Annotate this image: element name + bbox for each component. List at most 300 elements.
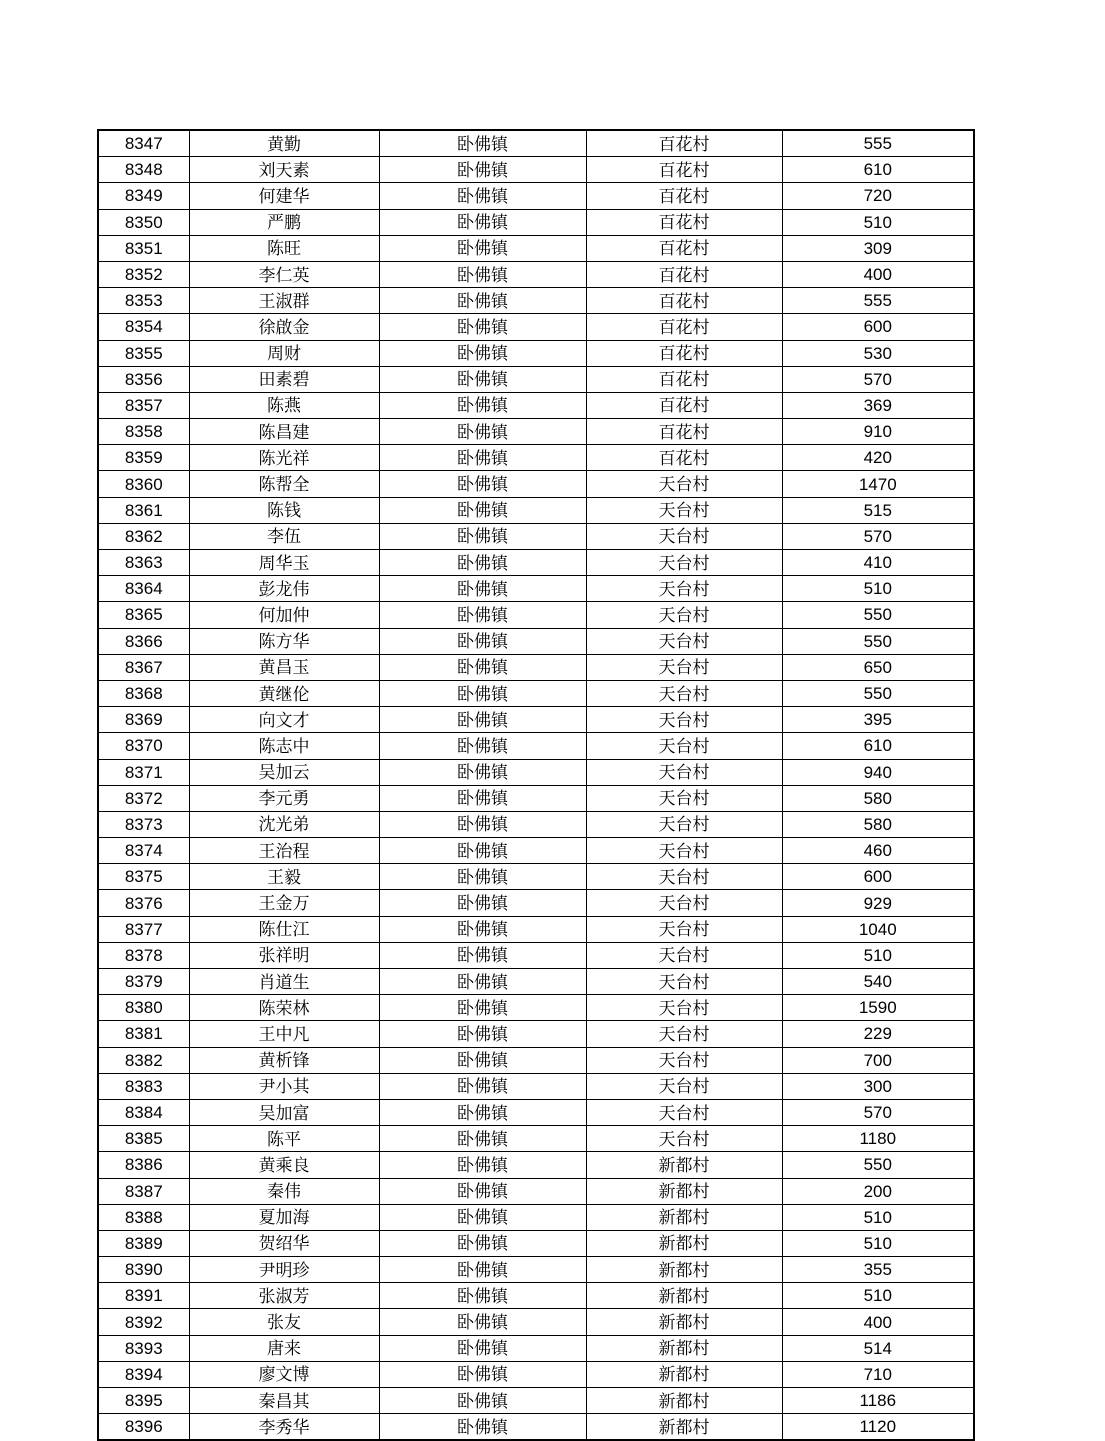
name-cell: 王治程 [189, 838, 379, 864]
amount-cell: 570 [782, 1099, 974, 1125]
name-cell: 陈钱 [189, 497, 379, 523]
table-row [98, 157, 974, 183]
village-cell: 天台村 [586, 523, 782, 549]
town-cell: 卧佛镇 [379, 942, 586, 968]
town-cell: 卧佛镇 [379, 340, 586, 366]
town-cell: 卧佛镇 [379, 1126, 586, 1152]
row-number-cell: 8375 [98, 864, 189, 890]
name-cell: 李元勇 [189, 785, 379, 811]
row-number-cell: 8389 [98, 1230, 189, 1256]
village-cell: 百花村 [586, 392, 782, 418]
table-row [98, 235, 974, 261]
name-cell: 黄乘良 [189, 1152, 379, 1178]
data-table [97, 129, 975, 1441]
amount-cell: 229 [782, 1021, 974, 1047]
amount-cell: 1180 [782, 1126, 974, 1152]
town-cell: 卧佛镇 [379, 864, 586, 890]
amount-cell: 510 [782, 1283, 974, 1309]
town-cell: 卧佛镇 [379, 366, 586, 392]
amount-cell: 355 [782, 1257, 974, 1283]
amount-cell: 910 [782, 419, 974, 445]
row-number-cell: 8354 [98, 314, 189, 340]
amount-cell: 580 [782, 811, 974, 837]
town-cell: 卧佛镇 [379, 576, 586, 602]
row-number-cell: 8365 [98, 602, 189, 628]
amount-cell: 720 [782, 183, 974, 209]
name-cell: 王淑群 [189, 288, 379, 314]
row-number-cell: 8360 [98, 471, 189, 497]
village-cell: 天台村 [586, 707, 782, 733]
row-number-cell: 8391 [98, 1283, 189, 1309]
village-cell: 天台村 [586, 916, 782, 942]
table-row [98, 366, 974, 392]
row-number-cell: 8381 [98, 1021, 189, 1047]
table-row [98, 1257, 974, 1283]
row-number-cell: 8382 [98, 1047, 189, 1073]
table-row [98, 654, 974, 680]
row-number-cell: 8372 [98, 785, 189, 811]
amount-cell: 550 [782, 1152, 974, 1178]
row-number-cell: 8353 [98, 288, 189, 314]
table-row [98, 628, 974, 654]
row-number-cell: 8371 [98, 759, 189, 785]
table-row [98, 1361, 974, 1387]
amount-cell: 1590 [782, 995, 974, 1021]
name-cell: 陈光祥 [189, 445, 379, 471]
row-number-cell: 8348 [98, 157, 189, 183]
village-cell: 天台村 [586, 942, 782, 968]
table-row [98, 209, 974, 235]
table-row [98, 1309, 974, 1335]
town-cell: 卧佛镇 [379, 1178, 586, 1204]
table-row [98, 288, 974, 314]
table-row [98, 419, 974, 445]
name-cell: 向文才 [189, 707, 379, 733]
table-row [98, 1126, 974, 1152]
town-cell: 卧佛镇 [379, 707, 586, 733]
town-cell: 卧佛镇 [379, 602, 586, 628]
table-row [98, 995, 974, 1021]
town-cell: 卧佛镇 [379, 1388, 586, 1414]
row-number-cell: 8394 [98, 1361, 189, 1387]
table-row [98, 576, 974, 602]
row-number-cell: 8347 [98, 130, 189, 157]
village-cell: 新都村 [586, 1388, 782, 1414]
name-cell: 陈帮全 [189, 471, 379, 497]
row-number-cell: 8378 [98, 942, 189, 968]
village-cell: 天台村 [586, 759, 782, 785]
town-cell: 卧佛镇 [379, 1257, 586, 1283]
amount-cell: 700 [782, 1047, 974, 1073]
table-row [98, 340, 974, 366]
name-cell: 陈燕 [189, 392, 379, 418]
name-cell: 陈仕江 [189, 916, 379, 942]
village-cell: 新都村 [586, 1283, 782, 1309]
amount-cell: 570 [782, 366, 974, 392]
town-cell: 卧佛镇 [379, 654, 586, 680]
village-cell: 天台村 [586, 1047, 782, 1073]
amount-cell: 400 [782, 1309, 974, 1335]
row-number-cell: 8376 [98, 890, 189, 916]
row-number-cell: 8370 [98, 733, 189, 759]
amount-cell: 940 [782, 759, 974, 785]
table-row [98, 864, 974, 890]
row-number-cell: 8373 [98, 811, 189, 837]
row-number-cell: 8383 [98, 1073, 189, 1099]
name-cell: 何建华 [189, 183, 379, 209]
name-cell: 陈荣林 [189, 995, 379, 1021]
amount-cell: 395 [782, 707, 974, 733]
amount-cell: 555 [782, 130, 974, 157]
amount-cell: 510 [782, 942, 974, 968]
name-cell: 李秀华 [189, 1414, 379, 1441]
row-number-cell: 8369 [98, 707, 189, 733]
village-cell: 天台村 [586, 1126, 782, 1152]
name-cell: 李仁英 [189, 261, 379, 287]
name-cell: 田素碧 [189, 366, 379, 392]
village-cell: 新都村 [586, 1257, 782, 1283]
town-cell: 卧佛镇 [379, 1414, 586, 1441]
table-row [98, 602, 974, 628]
amount-cell: 510 [782, 209, 974, 235]
row-number-cell: 8367 [98, 654, 189, 680]
amount-cell: 610 [782, 157, 974, 183]
village-cell: 天台村 [586, 811, 782, 837]
village-cell: 天台村 [586, 890, 782, 916]
row-number-cell: 8388 [98, 1204, 189, 1230]
town-cell: 卧佛镇 [379, 471, 586, 497]
row-number-cell: 8392 [98, 1309, 189, 1335]
row-number-cell: 8377 [98, 916, 189, 942]
table-row [98, 1021, 974, 1047]
row-number-cell: 8390 [98, 1257, 189, 1283]
row-number-cell: 8355 [98, 340, 189, 366]
amount-cell: 600 [782, 864, 974, 890]
amount-cell: 710 [782, 1361, 974, 1387]
name-cell: 李伍 [189, 523, 379, 549]
village-cell: 百花村 [586, 209, 782, 235]
name-cell: 严鹏 [189, 209, 379, 235]
amount-cell: 929 [782, 890, 974, 916]
village-cell: 天台村 [586, 628, 782, 654]
town-cell: 卧佛镇 [379, 1073, 586, 1099]
table-row [98, 550, 974, 576]
table-row [98, 261, 974, 287]
amount-cell: 309 [782, 235, 974, 261]
row-number-cell: 8393 [98, 1335, 189, 1361]
name-cell: 何加仲 [189, 602, 379, 628]
name-cell: 沈光弟 [189, 811, 379, 837]
town-cell: 卧佛镇 [379, 209, 586, 235]
table-body [98, 130, 974, 1440]
village-cell: 百花村 [586, 366, 782, 392]
village-cell: 百花村 [586, 157, 782, 183]
amount-cell: 515 [782, 497, 974, 523]
name-cell: 廖文博 [189, 1361, 379, 1387]
row-number-cell: 8368 [98, 680, 189, 706]
row-number-cell: 8351 [98, 235, 189, 261]
amount-cell: 530 [782, 340, 974, 366]
amount-cell: 510 [782, 576, 974, 602]
village-cell: 天台村 [586, 1099, 782, 1125]
name-cell: 周华玉 [189, 550, 379, 576]
name-cell: 王毅 [189, 864, 379, 890]
name-cell: 张友 [189, 1309, 379, 1335]
amount-cell: 510 [782, 1230, 974, 1256]
town-cell: 卧佛镇 [379, 157, 586, 183]
amount-cell: 460 [782, 838, 974, 864]
town-cell: 卧佛镇 [379, 1283, 586, 1309]
village-cell: 百花村 [586, 261, 782, 287]
village-cell: 新都村 [586, 1414, 782, 1441]
town-cell: 卧佛镇 [379, 1335, 586, 1361]
table-row [98, 1335, 974, 1361]
town-cell: 卧佛镇 [379, 890, 586, 916]
village-cell: 天台村 [586, 654, 782, 680]
table-row [98, 445, 974, 471]
table-row [98, 942, 974, 968]
village-cell: 天台村 [586, 1073, 782, 1099]
table-row [98, 471, 974, 497]
amount-cell: 400 [782, 261, 974, 287]
village-cell: 新都村 [586, 1204, 782, 1230]
town-cell: 卧佛镇 [379, 392, 586, 418]
row-number-cell: 8362 [98, 523, 189, 549]
table-row [98, 314, 974, 340]
village-cell: 新都村 [586, 1335, 782, 1361]
row-number-cell: 8363 [98, 550, 189, 576]
town-cell: 卧佛镇 [379, 1021, 586, 1047]
name-cell: 陈平 [189, 1126, 379, 1152]
row-number-cell: 8380 [98, 995, 189, 1021]
amount-cell: 550 [782, 680, 974, 706]
town-cell: 卧佛镇 [379, 628, 586, 654]
village-cell: 百花村 [586, 288, 782, 314]
table-row [98, 916, 974, 942]
table-row [98, 759, 974, 785]
town-cell: 卧佛镇 [379, 497, 586, 523]
village-cell: 天台村 [586, 576, 782, 602]
village-cell: 新都村 [586, 1178, 782, 1204]
row-number-cell: 8384 [98, 1099, 189, 1125]
table-row [98, 1152, 974, 1178]
name-cell: 彭龙伟 [189, 576, 379, 602]
table-row [98, 785, 974, 811]
name-cell: 吴加云 [189, 759, 379, 785]
name-cell: 唐来 [189, 1335, 379, 1361]
name-cell: 贺绍华 [189, 1230, 379, 1256]
name-cell: 陈志中 [189, 733, 379, 759]
name-cell: 陈方华 [189, 628, 379, 654]
name-cell: 王中凡 [189, 1021, 379, 1047]
village-cell: 百花村 [586, 445, 782, 471]
village-cell: 天台村 [586, 680, 782, 706]
amount-cell: 650 [782, 654, 974, 680]
amount-cell: 1470 [782, 471, 974, 497]
name-cell: 张祥明 [189, 942, 379, 968]
row-number-cell: 8350 [98, 209, 189, 235]
name-cell: 陈昌建 [189, 419, 379, 445]
row-number-cell: 8386 [98, 1152, 189, 1178]
town-cell: 卧佛镇 [379, 838, 586, 864]
table-row [98, 1073, 974, 1099]
town-cell: 卧佛镇 [379, 550, 586, 576]
village-cell: 天台村 [586, 785, 782, 811]
village-cell: 天台村 [586, 602, 782, 628]
town-cell: 卧佛镇 [379, 1099, 586, 1125]
town-cell: 卧佛镇 [379, 759, 586, 785]
name-cell: 黄昌玉 [189, 654, 379, 680]
town-cell: 卧佛镇 [379, 1152, 586, 1178]
town-cell: 卧佛镇 [379, 733, 586, 759]
table-row [98, 523, 974, 549]
town-cell: 卧佛镇 [379, 1309, 586, 1335]
name-cell: 肖道生 [189, 969, 379, 995]
village-cell: 百花村 [586, 130, 782, 157]
amount-cell: 610 [782, 733, 974, 759]
row-number-cell: 8349 [98, 183, 189, 209]
table-row [98, 890, 974, 916]
name-cell: 刘天素 [189, 157, 379, 183]
table-row [98, 811, 974, 837]
amount-cell: 410 [782, 550, 974, 576]
name-cell: 尹明珍 [189, 1257, 379, 1283]
name-cell: 周财 [189, 340, 379, 366]
row-number-cell: 8352 [98, 261, 189, 287]
table-row [98, 1099, 974, 1125]
name-cell: 黄析锋 [189, 1047, 379, 1073]
table-row [98, 497, 974, 523]
amount-cell: 510 [782, 1204, 974, 1230]
town-cell: 卧佛镇 [379, 261, 586, 287]
village-cell: 天台村 [586, 1021, 782, 1047]
amount-cell: 540 [782, 969, 974, 995]
town-cell: 卧佛镇 [379, 288, 586, 314]
name-cell: 徐啟金 [189, 314, 379, 340]
town-cell: 卧佛镇 [379, 1230, 586, 1256]
amount-cell: 580 [782, 785, 974, 811]
row-number-cell: 8356 [98, 366, 189, 392]
amount-cell: 550 [782, 628, 974, 654]
town-cell: 卧佛镇 [379, 183, 586, 209]
table-row [98, 1414, 974, 1441]
town-cell: 卧佛镇 [379, 1361, 586, 1387]
table-row [98, 707, 974, 733]
village-cell: 新都村 [586, 1309, 782, 1335]
amount-cell: 1040 [782, 916, 974, 942]
amount-cell: 570 [782, 523, 974, 549]
town-cell: 卧佛镇 [379, 969, 586, 995]
amount-cell: 1120 [782, 1414, 974, 1441]
name-cell: 秦伟 [189, 1178, 379, 1204]
amount-cell: 369 [782, 392, 974, 418]
name-cell: 陈旺 [189, 235, 379, 261]
amount-cell: 1186 [782, 1388, 974, 1414]
town-cell: 卧佛镇 [379, 995, 586, 1021]
name-cell: 秦昌其 [189, 1388, 379, 1414]
row-number-cell: 8364 [98, 576, 189, 602]
village-cell: 天台村 [586, 864, 782, 890]
amount-cell: 300 [782, 1073, 974, 1099]
row-number-cell: 8366 [98, 628, 189, 654]
table-row [98, 969, 974, 995]
town-cell: 卧佛镇 [379, 523, 586, 549]
name-cell: 黄勤 [189, 130, 379, 157]
row-number-cell: 8385 [98, 1126, 189, 1152]
table-row [98, 733, 974, 759]
town-cell: 卧佛镇 [379, 916, 586, 942]
table-row [98, 183, 974, 209]
town-cell: 卧佛镇 [379, 130, 586, 157]
row-number-cell: 8359 [98, 445, 189, 471]
village-cell: 天台村 [586, 550, 782, 576]
name-cell: 王金万 [189, 890, 379, 916]
village-cell: 新都村 [586, 1152, 782, 1178]
table-row [98, 1047, 974, 1073]
town-cell: 卧佛镇 [379, 811, 586, 837]
town-cell: 卧佛镇 [379, 1047, 586, 1073]
table-row [98, 392, 974, 418]
table-row [98, 680, 974, 706]
village-cell: 百花村 [586, 419, 782, 445]
village-cell: 天台村 [586, 733, 782, 759]
row-number-cell: 8374 [98, 838, 189, 864]
village-cell: 天台村 [586, 995, 782, 1021]
amount-cell: 200 [782, 1178, 974, 1204]
table-row [98, 1178, 974, 1204]
name-cell: 尹小其 [189, 1073, 379, 1099]
amount-cell: 420 [782, 445, 974, 471]
amount-cell: 600 [782, 314, 974, 340]
town-cell: 卧佛镇 [379, 314, 586, 340]
town-cell: 卧佛镇 [379, 419, 586, 445]
row-number-cell: 8379 [98, 969, 189, 995]
town-cell: 卧佛镇 [379, 785, 586, 811]
amount-cell: 550 [782, 602, 974, 628]
row-number-cell: 8358 [98, 419, 189, 445]
table-row [98, 1283, 974, 1309]
table-row [98, 838, 974, 864]
amount-cell: 555 [782, 288, 974, 314]
table-row [98, 1388, 974, 1414]
village-cell: 百花村 [586, 340, 782, 366]
village-cell: 天台村 [586, 497, 782, 523]
name-cell: 吴加富 [189, 1099, 379, 1125]
table-row [98, 1230, 974, 1256]
village-cell: 新都村 [586, 1361, 782, 1387]
village-cell: 天台村 [586, 969, 782, 995]
name-cell: 夏加海 [189, 1204, 379, 1230]
town-cell: 卧佛镇 [379, 680, 586, 706]
village-cell: 新都村 [586, 1230, 782, 1256]
table-row [98, 1204, 974, 1230]
town-cell: 卧佛镇 [379, 445, 586, 471]
town-cell: 卧佛镇 [379, 1204, 586, 1230]
table-row [98, 130, 974, 157]
village-cell: 天台村 [586, 838, 782, 864]
name-cell: 张淑芳 [189, 1283, 379, 1309]
row-number-cell: 8357 [98, 392, 189, 418]
village-cell: 百花村 [586, 235, 782, 261]
village-cell: 百花村 [586, 183, 782, 209]
amount-cell: 514 [782, 1335, 974, 1361]
row-number-cell: 8395 [98, 1388, 189, 1414]
row-number-cell: 8361 [98, 497, 189, 523]
town-cell: 卧佛镇 [379, 235, 586, 261]
row-number-cell: 8387 [98, 1178, 189, 1204]
village-cell: 百花村 [586, 314, 782, 340]
row-number-cell: 8396 [98, 1414, 189, 1441]
